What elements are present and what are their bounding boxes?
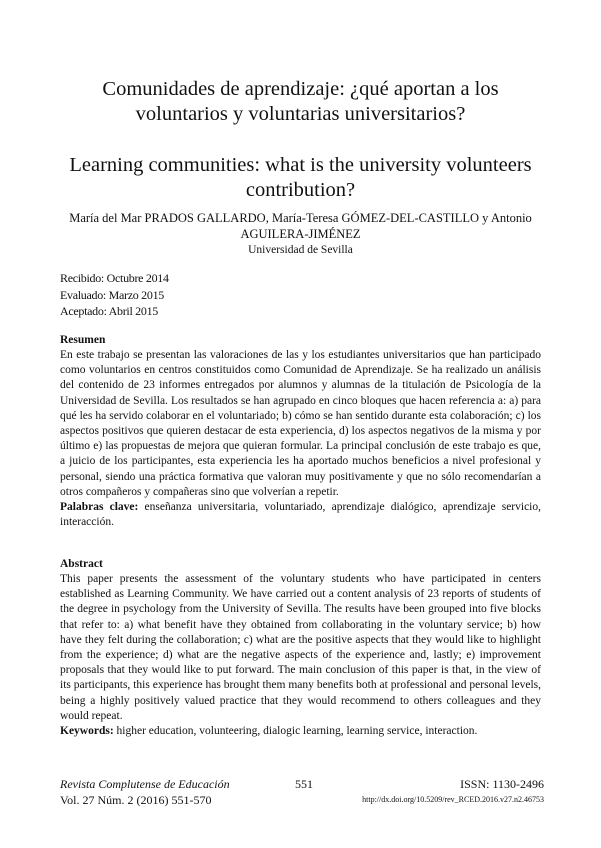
resumen-keywords-list: enseñanza universitaria, voluntariado, aprendizaje dialógico, aprendizaje servicio, interacción. xyxy=(60,501,542,529)
resumen-text: En este trabajo se presentan las valoraciones de las y los estudiantes universitarios que han participado como voluntarios en centros constituidos como Comunidad de Aprendizaje. Se ha realizado un análisis del contenido de 23 informes entregados por alumnos y alumnas de la titulación de Psicología de la Universidad de Sevilla. Los resultados se han agrupado en cinco bloques que hacen referencia a: a) para qué les ha servido colaborar en el voluntariado; b) cómo se han sentido durante esta colaboración; c) los aspectos positivos que quieren destacar de esta experiencia, d) los aspectos negativos de la misma y por último e) las propuestas de mejora que quieran formular. La principal conclusión de este trabajo es que, a juicio de los participantes, esta experiencia les ha aportado muchos beneficios a nivel profesional y personal, siendo una práctica formativa que valoran muy positivamente y que no sólo recomendarían a otros compañeros y compañeras sino que volverían a repetir. xyxy=(60,349,541,498)
resumen-keywords-label: Palabras clave: xyxy=(60,501,139,514)
abstract-section xyxy=(60,557,541,739)
volume-info: Vol. 27 Núm. 2 (2016) 551-570 xyxy=(60,793,212,807)
resumen-keywords xyxy=(60,500,541,530)
footer-citation xyxy=(60,776,230,808)
abstract-keywords-label: Keywords: xyxy=(60,725,114,738)
issn: ISSN: 1130-2496 xyxy=(460,777,544,791)
date-accepted: Aceptado: Abril 2015 xyxy=(60,304,158,318)
affiliation: Universidad de Sevilla xyxy=(248,244,353,256)
title-spanish: Comunidades de aprendizaje: ¿qué aportan a los voluntarios y voluntarias universitarios? xyxy=(102,78,499,125)
page-number: 551 xyxy=(295,777,313,791)
date-received: Recibido: Octubre 2014 xyxy=(60,271,169,285)
abstract-keywords-list: higher education, volunteering, dialogic learning, learning service, interaction. xyxy=(116,725,478,738)
submission-dates xyxy=(60,270,169,320)
author-list: María del Mar PRADOS GALLARDO, María-Teresa GÓMEZ-DEL-CASTILLO y Antonio AGUILERA-JIMÉNEZ xyxy=(69,211,532,241)
resumen-section xyxy=(60,333,541,530)
resumen-heading: Resumen xyxy=(60,334,106,346)
title-english: Learning communities: what is the university volunteers contribution? xyxy=(69,154,532,201)
date-evaluated: Evaluado: Marzo 2015 xyxy=(60,287,164,302)
author-block xyxy=(40,210,561,258)
abstract-keywords xyxy=(60,724,541,739)
doi-link[interactable]: http://dx.doi.org/10.5209/rev_RCED.2016.v27.n2.46753 xyxy=(362,795,544,804)
abstract-text: This paper presents the assessment of the voluntary students who have participated in centers established as Learning Community. We have carried out a content analysis of 23 reports of students of the degree in psychology from the University of Sevilla. The results have been grouped into five blocks that refer to: a) what benefit have they obtained from collaborating in the voluntary service; b) how have they felt during the collaboration; c) what are the positive aspects that they would like to highlight from the experience; d) what are the negative aspects of the experience and, lastly; e) improvement proposals that they would like to put forward. The main conclusion of this paper is that, in the view of its participants, this experience has brought them many benefits both at professional and personal levels, being a highly positively valued practice that they would recommend to others colleagues and they would repeat. xyxy=(60,573,541,722)
abstract-heading: Abstract xyxy=(60,558,103,570)
journal-name: Revista Complutense de Educación xyxy=(60,777,230,791)
